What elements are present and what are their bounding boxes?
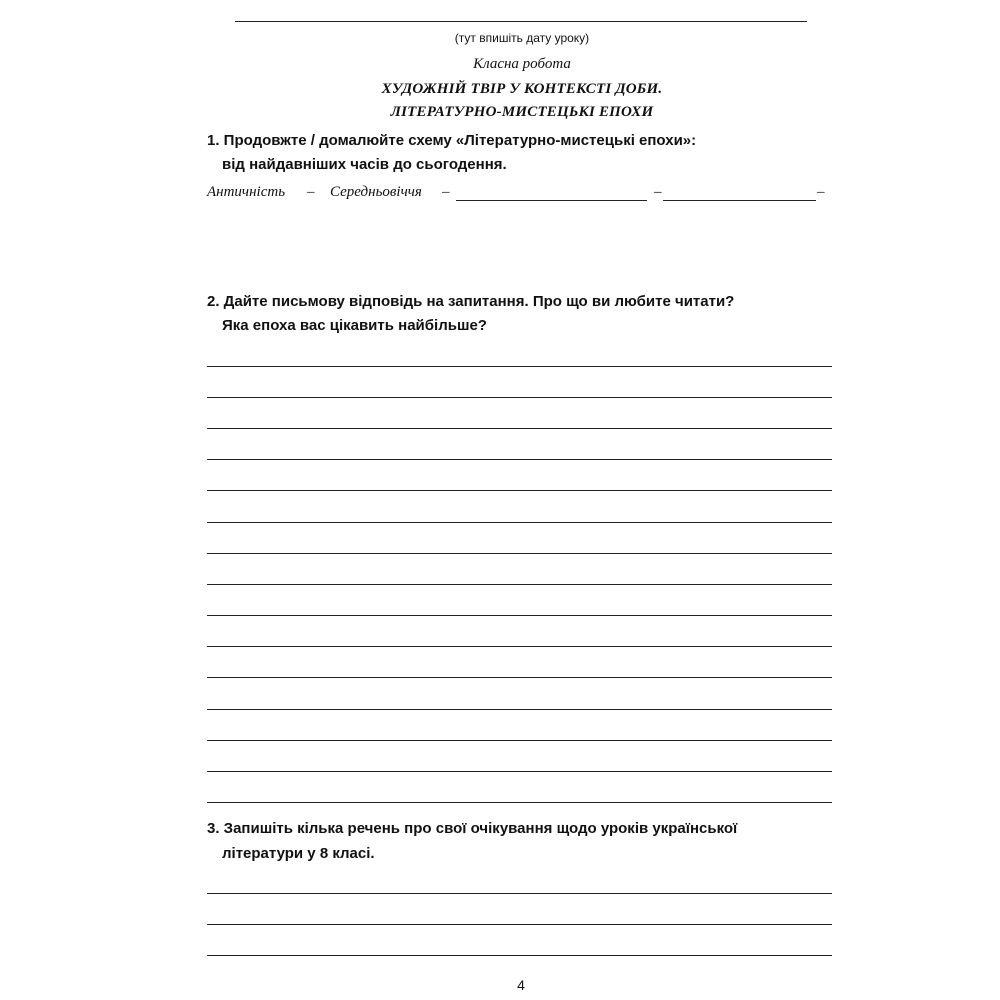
task-3-prompt-line-1: 3. Запишіть кілька речень про свої очікування щодо уроків української [207, 820, 738, 837]
date-entry-line[interactable] [235, 21, 807, 22]
task-2-answer-line[interactable] [207, 646, 832, 647]
task-2-answer-line[interactable] [207, 802, 832, 803]
page-number: 4 [517, 977, 525, 993]
task-2-prompt-line-2: Яка епоха вас цікавить найбільше? [222, 317, 487, 334]
task-2-answer-line[interactable] [207, 522, 832, 523]
lesson-title-line-2: ЛІТЕРАТУРНО-МИСТЕЦЬКІ ЕПОХИ [390, 104, 654, 120]
task-3-answer-line[interactable] [207, 955, 832, 956]
task-2-answer-line[interactable] [207, 740, 832, 741]
task-2-answer-line[interactable] [207, 490, 832, 491]
task-2-answer-line[interactable] [207, 366, 832, 367]
task-3-prompt-line-2: літератури у 8 класі. [222, 845, 375, 862]
date-hint: (тут впишіть дату уроку) [454, 31, 590, 45]
work-type-label: Класна робота [473, 56, 571, 72]
task-2-prompt-line-1: 2. Дайте письмову відповідь на запитання. Про що ви любите читати? [207, 293, 735, 310]
scheme-dash-4: – [817, 184, 825, 200]
task-1-prompt-line-2: від найдавніших часів до сьогодення. [222, 156, 507, 173]
task-2-answer-line[interactable] [207, 459, 832, 460]
task-2-answer-line[interactable] [207, 553, 832, 554]
task-1-prompt-line-1: 1. Продовжте / домалюйте схему «Літературно-мистецькі епохи»: [207, 132, 697, 149]
scheme-epoch-antiquity: Античність [207, 184, 286, 200]
lesson-title-line-1: ХУДОЖНІЙ ТВІР У КОНТЕКСТІ ДОБИ. [381, 81, 663, 97]
task-2-answer-line[interactable] [207, 709, 832, 710]
scheme-blank-epoch-1[interactable] [456, 200, 647, 201]
task-3-answer-line[interactable] [207, 924, 832, 925]
task-2-answer-line[interactable] [207, 615, 832, 616]
task-3-answer-line[interactable] [207, 893, 832, 894]
scheme-epoch-middle-ages: Середньовіччя [330, 184, 422, 200]
task-2-answer-line[interactable] [207, 428, 832, 429]
scheme-dash-2: – [442, 184, 450, 200]
scheme-blank-epoch-2[interactable] [663, 200, 816, 201]
task-2-answer-line[interactable] [207, 677, 832, 678]
scheme-dash-3: – [654, 184, 662, 200]
task-2-answer-line[interactable] [207, 397, 832, 398]
task-2-answer-line[interactable] [207, 584, 832, 585]
task-2-answer-line[interactable] [207, 771, 832, 772]
scheme-dash-1: – [307, 184, 315, 200]
